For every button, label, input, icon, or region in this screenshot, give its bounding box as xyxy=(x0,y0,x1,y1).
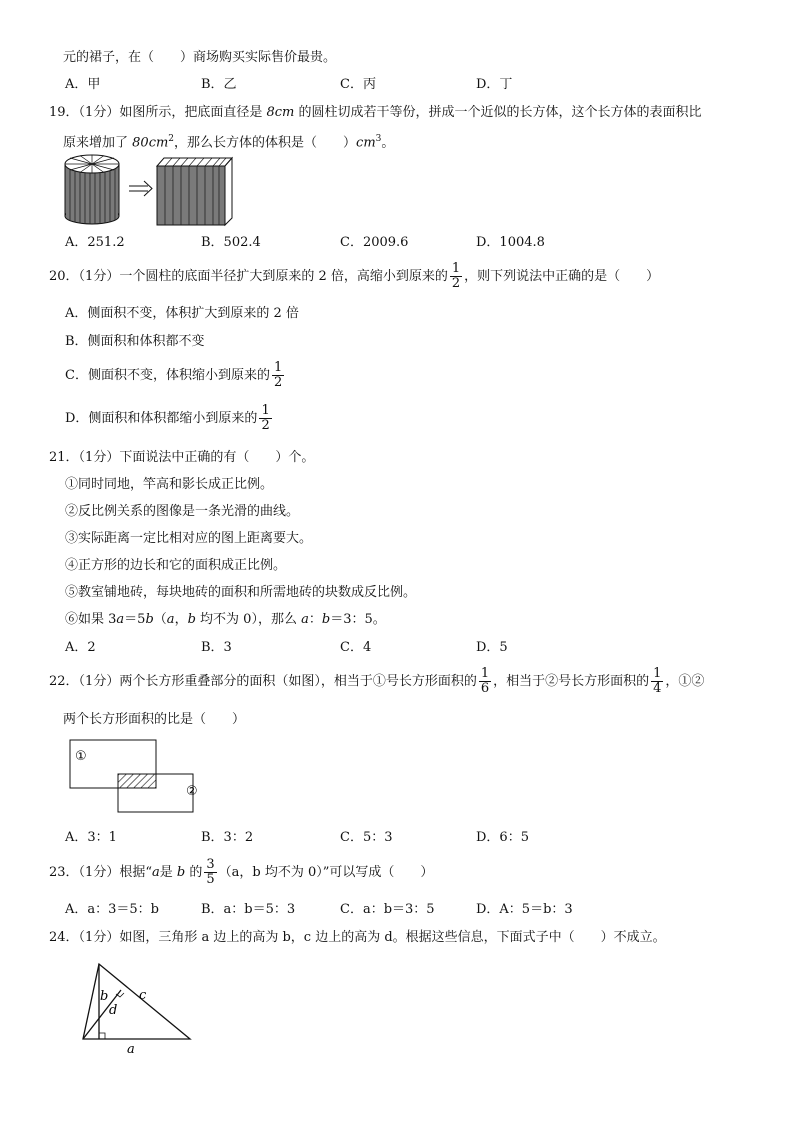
q21-item-5: ⑤教室铺地砖，每块地砖的面积和所需地砖的块数成反比例。 xyxy=(65,585,417,600)
q19-stem-line1: 19．（1分）如图所示，把底面直径是 8cm 的圆柱切成若干等份，拼成一个近似的长方体，这个长方体的表面积比 xyxy=(49,105,702,120)
q22-stem-line2: 两个长方形面积的比是（ ） xyxy=(63,712,246,727)
right-arrow-icon xyxy=(129,181,152,196)
q18-option-b[interactable]: B．乙 xyxy=(201,77,237,92)
q21-item-1: ①同时同地，竿高和影长成正比例。 xyxy=(65,477,274,492)
q21-option-c[interactable]: C．4 xyxy=(340,640,372,655)
q22-option-b[interactable]: B．3：2 xyxy=(201,830,254,845)
q19-stem-line2: 原来增加了 $80cm^2$，那么长方体的体积是（ ）$cm^3$。 xyxy=(63,134,395,151)
q21-item-4: ④正方形的边长和它的面积成正比例。 xyxy=(65,558,287,573)
q20-option-d[interactable]: D．侧面积和体积都缩小到原来的 $\frac{1}{2}$ xyxy=(65,403,270,433)
cuboid-shape xyxy=(157,158,232,225)
cylinder-shape xyxy=(65,155,119,224)
q21-option-a[interactable]: A．2 xyxy=(65,640,96,655)
q22-option-c[interactable]: C．5：3 xyxy=(340,830,393,845)
q20-option-a[interactable]: A．侧面积不变，体积扩大到原来的 2 倍 xyxy=(65,306,299,321)
q22-rectangles-figure xyxy=(65,736,215,816)
q18-option-a[interactable]: A．甲 xyxy=(65,77,101,92)
q20-stem: 20．（1分）一个圆柱的底面半径扩大到原来的 2 倍，高缩小到原来的 $\frac{1}{2}$ ，则下列说法中正确的是（ ） xyxy=(49,261,660,291)
label-a: a xyxy=(127,1042,135,1055)
q21-item-3: ③实际距离一定比相对应的图上距离要大。 xyxy=(65,531,313,546)
q19-cylinder-figure xyxy=(62,152,237,228)
q22-option-a[interactable]: A．3：1 xyxy=(65,830,117,845)
q21-option-b[interactable]: B．3 xyxy=(201,640,232,655)
q18-option-c[interactable]: C．丙 xyxy=(340,77,376,92)
q24-stem: 24．（1分）如图，三角形 a 边上的高为 b，c 边上的高为 d。根据这些信息，下面式子中（ ）不成立。 xyxy=(49,930,666,945)
q23-option-d[interactable]: D．A：5＝b：3 xyxy=(476,902,573,917)
label-b: b xyxy=(100,989,109,1004)
label-rect-2: ② xyxy=(186,784,198,799)
q22-stem: 22．（1分）两个长方形重叠部分的面积（如图），相当于①号长方形面积的 $\frac{1}{6}$ ，相当于②号长方形面积的 $\frac{1}{4}$ ，①② xyxy=(49,666,705,696)
label-rect-1: ① xyxy=(75,749,87,764)
q21-item-2: ②反比例关系的图像是一条光滑的曲线。 xyxy=(65,504,300,519)
label-d: d xyxy=(109,1003,118,1018)
q23-option-a[interactable]: A．a：3＝5：b xyxy=(65,902,160,917)
label-c: c xyxy=(139,988,147,1003)
q18-continuation: 元的裙子，在（ ）商场购买实际售价最贵。 xyxy=(63,50,337,65)
q23-stem: 23．（1分）根据“a是 b 的 $\frac{3}{5}$ （a，b 均不为 0）”可以写成（ ） xyxy=(49,857,434,887)
q21-stem: 21．（1分）下面说法中正确的有（ ）个。 xyxy=(49,450,315,465)
q19-option-c[interactable]: C．2009.6 xyxy=(340,235,409,250)
q21-item-6: ⑥如果 3a＝5b（a，b 均不为 0），那么 a：b＝3：5。 xyxy=(65,612,386,627)
q19-option-a[interactable]: A．251.2 xyxy=(65,235,125,250)
q19-option-b[interactable]: B．502.4 xyxy=(201,235,261,250)
q20-option-c[interactable]: C．侧面积不变，体积缩小到原来的 $\frac{1}{2}$ xyxy=(65,360,283,390)
overlap-region xyxy=(118,774,156,788)
q22-option-d[interactable]: D．6：5 xyxy=(476,830,529,845)
fraction-one-half: $\frac{1}{2}$ xyxy=(451,261,461,291)
q18-option-d[interactable]: D．丁 xyxy=(476,77,513,92)
q21-option-d[interactable]: D．5 xyxy=(476,640,508,655)
q20-option-b[interactable]: B．侧面积和体积都不变 xyxy=(65,334,205,349)
q19-option-d[interactable]: D．1004.8 xyxy=(476,235,545,250)
q24-triangle-figure xyxy=(75,960,200,1055)
q23-option-b[interactable]: B．a：b＝5：3 xyxy=(201,902,296,917)
q23-option-c[interactable]: C．a：b＝3：5 xyxy=(340,902,435,917)
